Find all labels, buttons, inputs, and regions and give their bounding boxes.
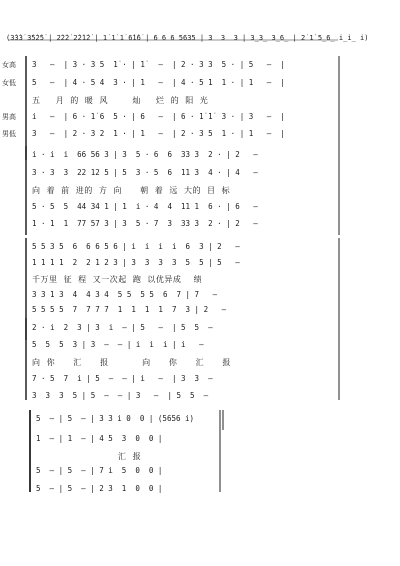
s5-alto: 1 — | 1 — | 4 5 3 0 0 | [36,434,163,443]
s3-bass: 5 5 5 5 7 7 7 7 1 1 1 1 7 3 | 2 — [32,305,227,314]
s3-alto: 1 1 1 1 2 2 1 2 3 | 3 3 3 3 5 5 | 5 — [32,258,240,267]
s1-bass: 3 — | 2 · 3 2 1 · | 1 — | 2 · 3 5 1 · | 1 — | [32,129,285,138]
s1-lyrics: 五 月 的 暖 风 灿 烂 的 阳 光 [32,96,209,105]
s2-bass: 1 · 1 1 77 57 3 | 3 5 · 7 3 33 3 2 · | 2 — [32,219,258,228]
s2-lyrics: 向 着 前 进的 方 向 朝 着 远 大的 目 标 [32,186,231,195]
intro-row: (3̇3̇3̇ 3̇5̇2̇5̇ | 2̇2̇2̇ 2̇2̇1̇2̇ | 1̇ 1̇ 1̇ 6̇1̇6̇ | 6 6 6 5635 | 3 3 3 | 3̲3̲ 3̲6̲ | 2̇ 1̇ 5̲6̲ i̲i̲ i) [6,34,369,42]
s2-alto: 3 · 3 3 22 12 5 | 5 3 · 5 6 11 3 4 · | 4 — [32,168,258,177]
s4-soprano: 2 · i 2 3 | 3 i — | 5 — | 5 5 — [32,323,213,332]
s1-alto: 5 — | 4 · 5 4 3 · | 1 — | 4 · 5 1 1 · | 1 — | [32,78,285,87]
s3-tenor: 3 3 1 3 4 4 3 4 5 5 5 5 6 7 | 7 — [32,290,218,299]
s5-soprano: 5 — | 5 — | 3 3 i 0 0 | (5656 i) [36,414,195,423]
s2-tenor: 5 · 5 5 44 34 1 | 1 i · 4 4 11 1 6 · | 6 — [32,202,258,211]
s5-lyrics: 汇 报 [118,452,142,461]
label-bass: 男低 [2,130,16,138]
s2-soprano: i · i i 66 56 3 | 3 5 · 6 6 33 3 2 · | 2 — [32,150,258,159]
s1-tenor: i — | 6 · 1̇ 6 5 · | 6 — | 6 · 1̇ 1̇ 3 · | 3 — | [32,112,285,121]
s5-bass: 5 — | 5 — | 2 3 1 0 0 | [36,484,163,493]
s4-tenor: 7 · 5 7 i | 5 — — | i — | 3 3 — [32,374,213,383]
label-tenor: 男高 [2,113,16,121]
s3-soprano: 5 5 3 5 6 6 6 5 6 | i i i i 6 3 | 2 — [32,242,240,251]
s4-alto: 5 5 5 3 | 3 — — | i i i | i — [32,340,204,349]
s4-bass: 3 3 3 5 | 5 — — | 3 — | 5 5 — [32,391,209,400]
s1-soprano: 3 — | 3 · 3 5 1̇ · | 1̇ — | 2 · 3 3 5 · | 5 — | [32,60,285,69]
s3-lyrics: 千万里 征 程 又一次起 跑 以优异成 绩 [32,275,203,284]
s4-lyrics: 向 你 汇 报 向 你 汇 报 [32,358,231,367]
s5-tenor: 5 — | 5 — | 7 i 5 0 0 | [36,466,163,475]
label-alto: 女低 [2,79,16,87]
label-soprano: 女高 [2,61,16,69]
